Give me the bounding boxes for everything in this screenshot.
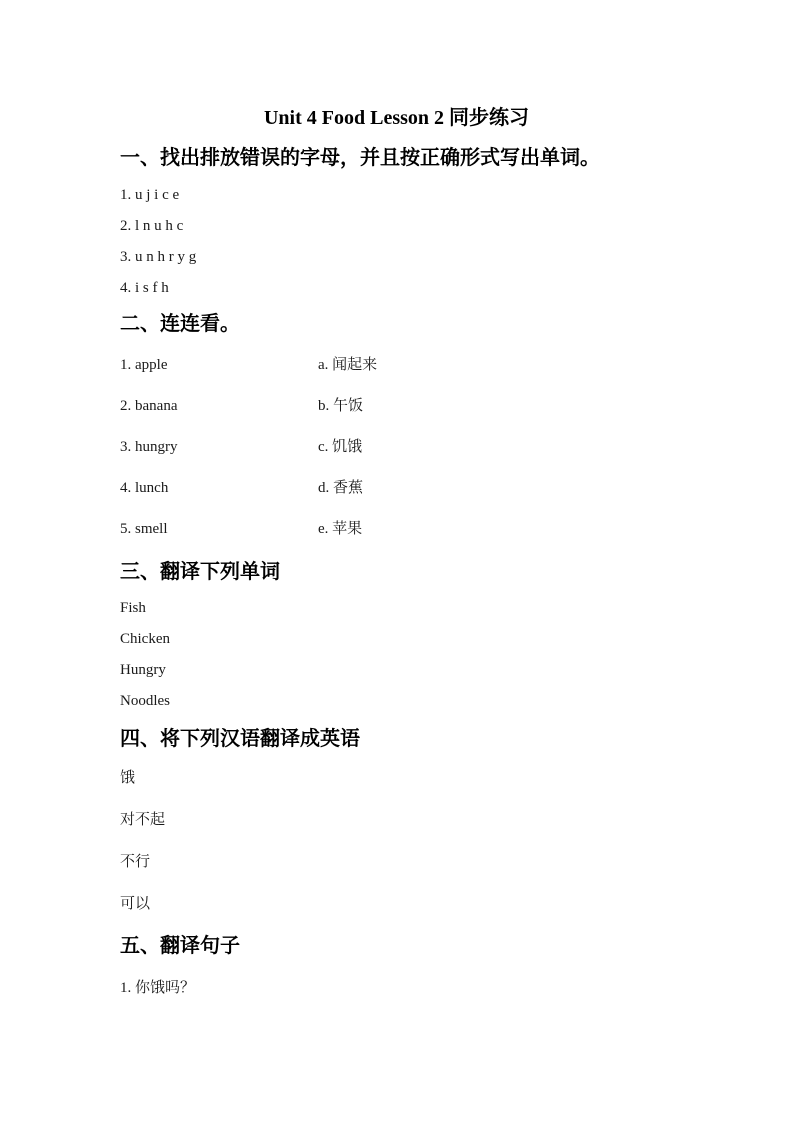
match-row	[120, 480, 673, 497]
exercise-item: 饿	[120, 769, 136, 786]
match-left-item: 2. banana	[120, 398, 178, 414]
section-heading: 二、连连看。	[120, 313, 240, 335]
exercise-item: 1. u j i c e	[120, 187, 180, 203]
match-right-item: c. 饥饿	[318, 439, 363, 455]
match-row	[120, 439, 673, 456]
match-left-item: 5. smell	[120, 521, 168, 537]
exercise-item: Fish	[120, 600, 146, 616]
section-heading: 一、找出排放错误的字母，并且按正确形式写出单词。	[120, 147, 600, 169]
match-right-item: e. 苹果	[318, 521, 363, 537]
match-right-item: d. 香蕉	[318, 480, 364, 496]
section-heading: 四、将下列汉语翻译成英语	[120, 728, 360, 750]
exercise-item: Noodles	[120, 693, 170, 709]
document-title: Unit 4 Food Lesson 2 同步练习	[263, 107, 530, 129]
section-heading: 三、翻译下列单词	[120, 561, 280, 583]
exercise-item: 4. i s f h	[120, 280, 169, 296]
exercise-item: 可以	[120, 895, 151, 912]
exercise-item: 2. l n u h c	[120, 218, 184, 234]
match-left-item: 1. apple	[120, 357, 168, 373]
exercise-item: 对不起	[120, 811, 166, 828]
document-content	[120, 0, 673, 996]
match-row	[120, 521, 673, 538]
match-row	[120, 398, 673, 415]
section-sentence-translation	[120, 934, 673, 996]
exercise-item: Hungry	[120, 662, 166, 678]
section-matching	[120, 312, 673, 538]
exercise-item: 1. 你饿吗？	[120, 980, 196, 996]
exercise-item: 3. u n h r y g	[120, 249, 197, 265]
match-right-item: a. 闻起来	[318, 357, 378, 373]
section-chinese-to-english	[120, 727, 673, 912]
exercise-item: Chicken	[120, 631, 170, 647]
match-left-item: 4. lunch	[120, 480, 169, 496]
match-right-item: b. 午饭	[318, 398, 364, 414]
section-word-translation	[120, 560, 673, 709]
section-letter-unscramble	[120, 146, 673, 296]
match-left-item: 3. hungry	[120, 439, 178, 455]
section-heading: 五、翻译句子	[120, 935, 240, 957]
exercise-item: 不行	[120, 853, 151, 870]
match-row	[120, 357, 673, 374]
